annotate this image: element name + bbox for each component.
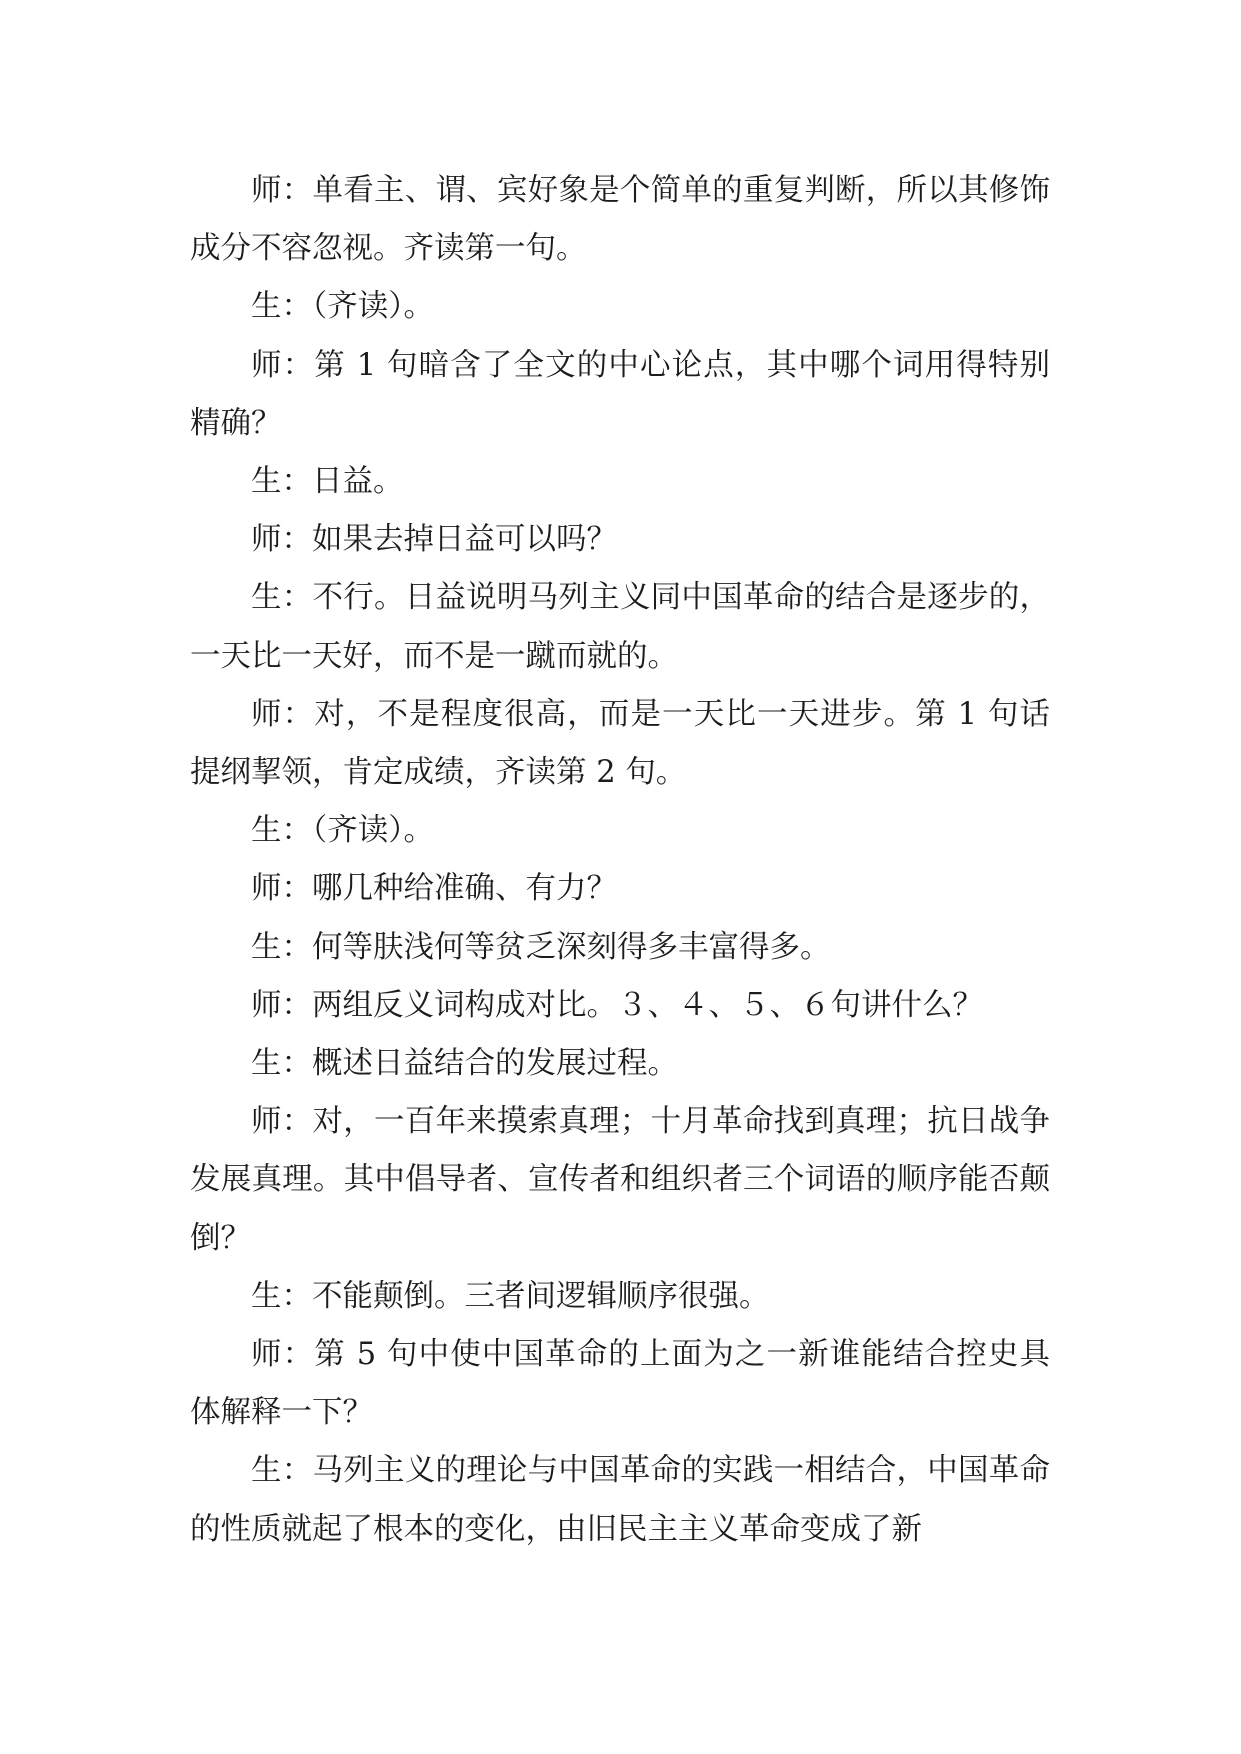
dialogue-paragraph: 生：日益。: [251, 464, 404, 500]
dialogue-paragraph: 生：（齐读）。: [251, 289, 434, 325]
dialogue-paragraph: 生：马列主义的理论与中国革命的实践一相结合，中国革命的性质就起了根本的变化，由旧民主主义革命变成了新: [190, 1453, 1050, 1547]
dialogue-paragraph: 师：第 1 句暗含了全文的中心论点，其中哪个词用得特别精确？: [190, 347, 1050, 441]
dialogue-paragraph: 生：概述日益结合的发展过程。: [251, 1046, 678, 1082]
dialogue-paragraph: 师：单看主、谓、宾好象是个简单的重复判断，所以其修饰成分不容忽视。齐读第一句。: [190, 173, 1050, 267]
document-page: [190, 162, 1050, 1559]
dialogue-paragraph: 师：哪几种给准确、有力？: [251, 871, 617, 907]
dialogue-paragraph: 生：何等肤浅何等贫乏深刻得多丰富得多。: [251, 929, 831, 965]
dialogue-paragraph: 生：（齐读）。: [251, 813, 434, 849]
dialogue-paragraph: 生：不能颠倒。三者间逻辑顺序很强。: [251, 1278, 770, 1314]
dialogue-paragraph: 师：两组反义词构成对比。３、４、５、６句讲什么？: [251, 987, 983, 1023]
dialogue-paragraph: 师：对，不是程度很高，而是一天比一天进步。第 1 句话提纲挈领，肯定成绩，齐读第 2 句。: [190, 696, 1050, 791]
dialogue-paragraph: 生：不行。日益说明马列主义同中国革命的结合是逐步的，一天比一天好，而不是一蹴而就的。: [190, 580, 1050, 674]
dialogue-paragraph: 师：第 5 句中使中国革命的上面为之一新谁能结合控史具体解释一下？: [190, 1337, 1050, 1431]
dialogue-paragraph: 师：对，一百年来摸索真理；十月革命找到真理；抗日战争发展真理。其中倡导者、宣传者和组织者三个词语的顺序能否颠倒？: [190, 1104, 1050, 1256]
dialogue-paragraph: 师：如果去掉日益可以吗？: [251, 522, 617, 558]
